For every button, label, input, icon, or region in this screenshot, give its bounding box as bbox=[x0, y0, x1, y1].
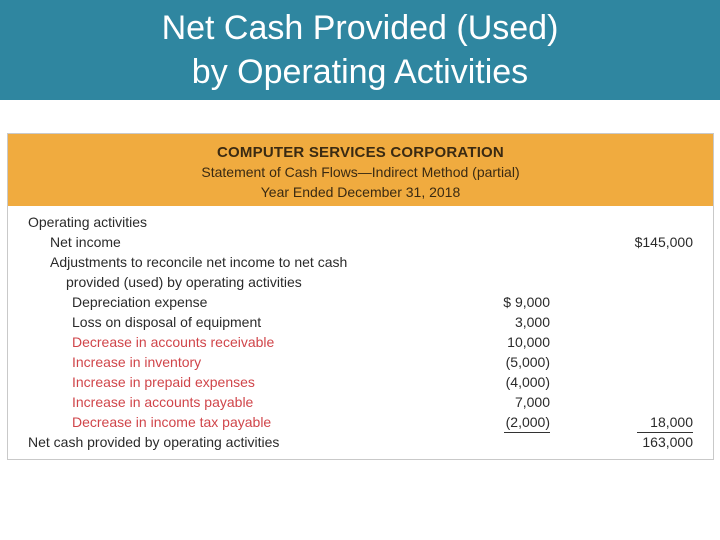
adjustment-row bbox=[8, 352, 713, 372]
net-cash-label: Net cash provided by operating activities bbox=[28, 434, 280, 450]
adjustment-amount: $ 9,000 bbox=[503, 294, 550, 310]
adjustment-row bbox=[8, 392, 713, 412]
net-income-label: Net income bbox=[50, 234, 121, 250]
section-row bbox=[8, 212, 713, 232]
adjustment-amount: (2,000) bbox=[505, 414, 550, 430]
adjustment-amount: (5,000) bbox=[505, 354, 550, 370]
adjustment-amount: 7,000 bbox=[514, 394, 550, 410]
adjustment-row bbox=[8, 332, 713, 352]
adjustment-amount: 3,000 bbox=[514, 314, 550, 330]
adjustment-amount: (4,000) bbox=[505, 374, 550, 390]
net-cash-row bbox=[8, 432, 713, 452]
adjustments-heading-row-1 bbox=[8, 252, 713, 272]
statement-header bbox=[8, 134, 713, 206]
statement-body bbox=[8, 206, 713, 460]
company-name: COMPUTER SERVICES CORPORATION bbox=[217, 144, 504, 161]
adjustment-label: Increase in prepaid expenses bbox=[72, 374, 255, 390]
total-adjustments-amount: 18,000 bbox=[650, 414, 693, 430]
cash-flow-statement bbox=[7, 133, 714, 460]
adjustment-label: Increase in inventory bbox=[72, 354, 202, 370]
adjustment-row bbox=[8, 372, 713, 392]
adjustment-label: Decrease in income tax payable bbox=[72, 414, 272, 430]
adjustment-label: Loss on disposal of equipment bbox=[72, 314, 262, 330]
adjustment-amount: 10,000 bbox=[507, 334, 550, 350]
slide-title-line-1: Net Cash Provided (Used) bbox=[161, 9, 559, 47]
statement-name: Statement of Cash Flows—Indirect Method (partial) bbox=[201, 164, 520, 180]
adjustment-label: Decrease in accounts receivable bbox=[72, 334, 275, 350]
slide-title-line-2: by Operating Activities bbox=[191, 53, 529, 91]
section-label: Operating activities bbox=[28, 214, 148, 230]
slide-title-bar bbox=[0, 0, 720, 100]
adjustments-heading-row-2 bbox=[8, 272, 713, 292]
statement-period: Year Ended December 31, 2018 bbox=[260, 184, 461, 200]
adjustment-row bbox=[8, 292, 713, 312]
adjustment-row bbox=[8, 412, 713, 432]
net-cash-amount: 163,000 bbox=[642, 434, 693, 450]
adjustments-heading-line-1: Adjustments to reconcile net income to net cash bbox=[50, 254, 348, 270]
adjustment-row bbox=[8, 312, 713, 332]
net-income-amount: $145,000 bbox=[634, 234, 693, 250]
adjustment-label: Increase in accounts payable bbox=[72, 394, 254, 410]
net-income-row bbox=[8, 232, 713, 252]
adjustment-label: Depreciation expense bbox=[72, 294, 208, 310]
adjustments-heading-line-2: provided (used) by operating activities bbox=[66, 274, 302, 290]
